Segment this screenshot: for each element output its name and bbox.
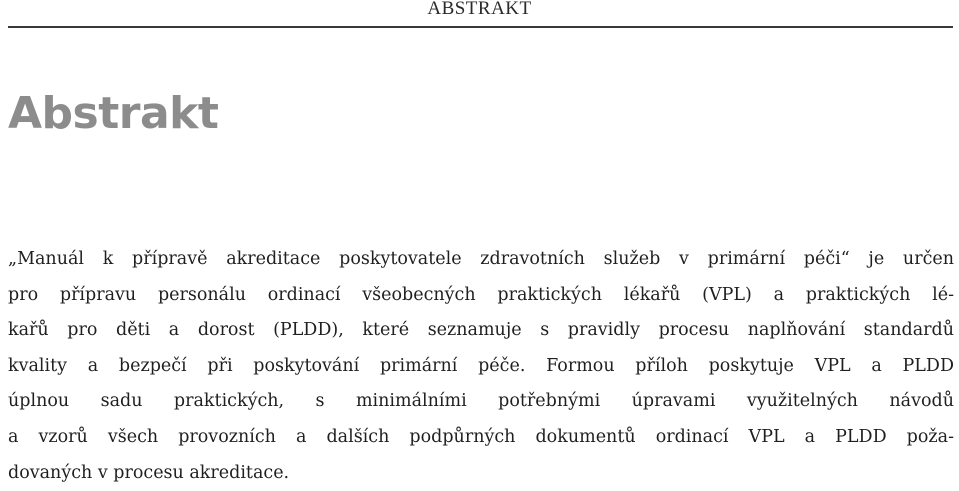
- header-divider: [8, 26, 953, 28]
- paragraph-line: dovaných v procesu akreditace.: [8, 462, 290, 483]
- paragraph-line: úplnou sadu praktických, s minimálními potřebnými úpravami využitelných návodů: [8, 391, 954, 412]
- paragraph-line: a vzorů všech provozních a dalších podpůrných dokumentů ordinací VPL a PLDD poža-: [8, 426, 954, 447]
- running-header: ABSTRAKT: [427, 0, 532, 19]
- page-title: Abstrakt: [8, 88, 219, 139]
- paragraph-line: pro přípravu personálu ordinací všeobecných praktických lékařů (VPL) a praktických lé-: [8, 284, 954, 305]
- paragraph-line: „Manuál k přípravě akreditace poskytovatele zdravotních služeb v primární péči“ je určen: [8, 249, 954, 269]
- abstract-paragraph: [8, 242, 954, 491]
- paragraph-line: kařů pro děti a dorost (PLDD), které seznamuje s pravidly procesu naplňování standardů: [8, 320, 954, 341]
- paragraph-line: kvality a bezpečí při poskytování primární péče. Formou příloh poskytuje VPL a PLDD: [8, 355, 954, 376]
